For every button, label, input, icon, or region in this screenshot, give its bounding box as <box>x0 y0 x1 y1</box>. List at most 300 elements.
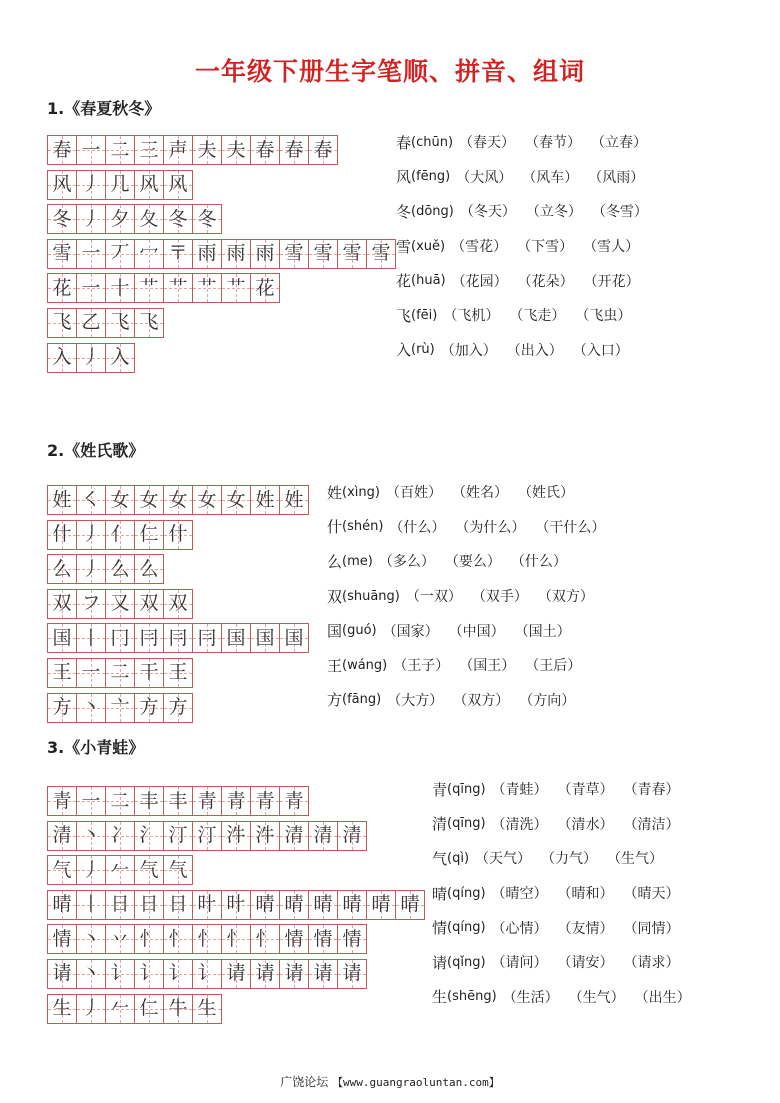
stroke-row <box>47 623 308 653</box>
stroke-glyph: 艹 <box>226 276 246 299</box>
stroke-cell <box>105 994 135 1024</box>
compound-word: （要么） <box>444 554 501 571</box>
stroke-glyph: 汼 <box>226 824 246 847</box>
stroke-glyph: 请 <box>52 962 72 985</box>
compound-word: （一双） <box>405 589 462 606</box>
stroke-row <box>47 994 424 1024</box>
stroke-row <box>47 959 424 989</box>
stroke-cell <box>76 589 106 619</box>
stroke-cell <box>105 343 135 373</box>
stroke-cell <box>47 308 77 338</box>
compound-word: （晴和） <box>557 886 614 903</box>
stroke-cell <box>221 135 251 165</box>
stroke-cell <box>192 623 222 653</box>
stroke-cell <box>76 658 106 688</box>
stroke-glyph: 方 <box>168 696 188 719</box>
compound-word: （请安） <box>557 955 614 972</box>
word-char: 姓 <box>327 483 343 502</box>
stroke-cell <box>134 890 164 920</box>
compound-word: （冬天） <box>459 204 516 221</box>
word-line <box>327 683 615 718</box>
stroke-cell <box>47 821 77 851</box>
word-char: 飞 <box>396 306 412 325</box>
stroke-glyph: 日 <box>168 893 188 916</box>
stroke-cell <box>192 890 222 920</box>
stroke-glyph: 又 <box>110 592 130 615</box>
stroke-glyph: 晴 <box>255 893 275 916</box>
stroke-glyph: 生 <box>197 997 217 1020</box>
stroke-cell <box>192 924 222 954</box>
stroke-glyph: 什 <box>52 523 72 546</box>
stroke-cell <box>308 135 338 165</box>
compound-word: （友情） <box>557 920 614 937</box>
compound-word: （多么） <box>378 554 435 571</box>
stroke-glyph: 冬 <box>168 207 188 230</box>
stroke-cell <box>134 554 164 584</box>
footer-url: 【www.guangraoluntan.com】 <box>332 1076 500 1089</box>
stroke-cell <box>221 786 251 816</box>
stroke-cell <box>337 924 367 954</box>
stroke-cell <box>76 308 106 338</box>
compound-word: （飞机） <box>443 308 500 325</box>
stroke-grid <box>47 135 395 377</box>
word-char: 冬 <box>396 202 412 221</box>
stroke-cell <box>76 693 106 723</box>
stroke-row <box>47 343 395 373</box>
stroke-glyph: 夂 <box>139 207 159 230</box>
stroke-glyph: 晴 <box>313 893 333 916</box>
stroke-cell <box>163 890 193 920</box>
compound-word: （春天） <box>459 135 516 152</box>
stroke-cell <box>76 623 106 653</box>
pinyin: (wáng) <box>342 657 388 673</box>
word-char: 生 <box>432 988 448 1007</box>
pinyin: (fēng) <box>411 169 451 185</box>
stroke-cell <box>134 924 164 954</box>
stroke-cell <box>76 170 106 200</box>
stroke-cell <box>47 520 77 550</box>
stroke-glyph: 雨 <box>226 242 246 265</box>
stroke-glyph: 一 <box>81 789 101 812</box>
word-char: 清 <box>432 815 448 834</box>
stroke-cell <box>47 786 77 816</box>
stroke-glyph: 冬 <box>52 207 72 230</box>
compound-word: （双方） <box>453 692 510 709</box>
stroke-glyph: 双 <box>139 592 159 615</box>
word-char: 花 <box>396 272 412 291</box>
stroke-glyph: 女 <box>139 488 159 511</box>
stroke-cell <box>47 343 77 373</box>
stroke-glyph: 方 <box>139 696 159 719</box>
pinyin: (fēi) <box>411 307 438 323</box>
stroke-glyph: 丶 <box>81 824 101 847</box>
compound-word: （什么） <box>389 519 446 536</box>
word-line <box>327 648 615 683</box>
stroke-row <box>47 520 308 550</box>
stroke-glyph: 冃 <box>139 626 159 649</box>
stroke-cell <box>395 890 425 920</box>
stroke-cell <box>134 520 164 550</box>
stroke-glyph: 春 <box>284 138 304 161</box>
stroke-cell <box>105 135 135 165</box>
stroke-glyph: 飞 <box>52 311 72 334</box>
stroke-cell <box>47 623 77 653</box>
section-title: 1.《春夏秋冬》 <box>47 99 161 118</box>
stroke-row <box>47 239 395 269</box>
stroke-cell <box>134 485 164 515</box>
stroke-glyph: 春 <box>52 138 72 161</box>
stroke-cell <box>279 821 309 851</box>
stroke-cell <box>47 239 77 269</box>
stroke-glyph: 么 <box>139 557 159 580</box>
stroke-glyph: 丶 <box>81 696 101 719</box>
stroke-glyph: 日 <box>139 893 159 916</box>
stroke-glyph: 亠 <box>110 696 130 719</box>
stroke-glyph: 旪 <box>197 893 217 916</box>
stroke-glyph: 雨 <box>197 242 217 265</box>
stroke-cell <box>192 273 222 303</box>
stroke-glyph: 艹 <box>168 276 188 299</box>
stroke-glyph: 王 <box>168 661 188 684</box>
stroke-cell <box>76 135 106 165</box>
word-list <box>396 125 658 367</box>
word-line <box>432 980 701 1015</box>
stroke-glyph: ㇛ <box>81 488 101 511</box>
stroke-cell <box>134 589 164 619</box>
stroke-glyph: 忄 <box>226 927 246 950</box>
stroke-cell <box>366 239 396 269</box>
compound-word: （同情） <box>623 920 680 937</box>
word-line <box>432 772 701 807</box>
stroke-glyph: 青 <box>284 789 304 812</box>
stroke-cell <box>221 959 251 989</box>
stroke-glyph: 青 <box>255 789 275 812</box>
pinyin: (qíng) <box>447 920 486 936</box>
stroke-glyph: 氵 <box>139 824 159 847</box>
stroke-glyph: 汼 <box>255 824 275 847</box>
word-char: 情 <box>432 919 448 938</box>
stroke-glyph: 双 <box>52 592 72 615</box>
stroke-row <box>47 890 424 920</box>
stroke-cell <box>76 855 106 885</box>
footer <box>0 1073 780 1090</box>
stroke-cell <box>192 239 222 269</box>
page-title: 一年级下册生字笔顺、拼音、组词 <box>194 57 585 86</box>
stroke-glyph: 二 <box>110 661 130 684</box>
compound-word: （春节） <box>525 135 582 152</box>
stroke-glyph: 风 <box>168 173 188 196</box>
stroke-row <box>47 821 424 851</box>
compound-word: （国家） <box>382 623 439 640</box>
compound-word: （国土） <box>514 623 571 640</box>
stroke-glyph: 丷 <box>110 927 130 950</box>
stroke-glyph: 夫 <box>226 138 246 161</box>
stroke-glyph: 干 <box>139 661 159 684</box>
stroke-cell <box>76 924 106 954</box>
pinyin: (rù) <box>411 342 435 358</box>
stroke-glyph: 丰 <box>168 789 188 812</box>
stroke-cell <box>221 890 251 920</box>
stroke-cell <box>47 273 77 303</box>
stroke-glyph: 女 <box>226 488 246 511</box>
stroke-cell <box>279 623 309 653</box>
stroke-cell <box>221 821 251 851</box>
pinyin: (huā) <box>411 273 446 289</box>
word-char: 王 <box>327 656 343 675</box>
stroke-glyph: 一 <box>81 661 101 684</box>
compound-word: （雪花） <box>451 239 508 256</box>
stroke-glyph: 忄 <box>168 927 188 950</box>
stroke-glyph: 清 <box>284 824 304 847</box>
stroke-row <box>47 273 395 303</box>
stroke-glyph: 雪 <box>313 242 333 265</box>
stroke-cell <box>47 135 77 165</box>
stroke-glyph: 丿 <box>81 858 101 881</box>
stroke-glyph: 冖 <box>139 242 159 265</box>
compound-word: （干什么） <box>535 519 606 536</box>
stroke-glyph: 艹 <box>197 276 217 299</box>
stroke-cell <box>105 924 135 954</box>
stroke-row <box>47 786 424 816</box>
pinyin: (qì) <box>447 850 470 866</box>
stroke-glyph: 仁 <box>139 997 159 1020</box>
stroke-glyph: 汀 <box>197 824 217 847</box>
stroke-glyph: 〒 <box>168 242 188 265</box>
pinyin: (me) <box>342 553 373 569</box>
compound-word: （双手） <box>471 589 528 606</box>
section-title: 2.《姓氏歌》 <box>47 441 145 460</box>
stroke-cell <box>134 855 164 885</box>
stroke-cell <box>76 239 106 269</box>
stroke-glyph: 丿 <box>81 557 101 580</box>
stroke-glyph: 讠 <box>197 962 217 985</box>
compound-word: （飞走） <box>509 308 566 325</box>
stroke-glyph: 丨 <box>81 893 101 916</box>
stroke-cell <box>279 890 309 920</box>
stroke-cell <box>366 890 396 920</box>
stroke-cell <box>279 924 309 954</box>
stroke-cell <box>163 273 193 303</box>
stroke-cell <box>163 135 193 165</box>
stroke-glyph: 几 <box>110 173 130 196</box>
word-char: 晴 <box>432 884 448 903</box>
stroke-cell <box>134 273 164 303</box>
stroke-cell <box>337 959 367 989</box>
word-line <box>327 510 615 545</box>
stroke-glyph: 讠 <box>168 962 188 985</box>
stroke-cell <box>134 693 164 723</box>
compound-word: （加入） <box>440 342 497 359</box>
stroke-glyph: 春 <box>255 138 275 161</box>
compound-word: （国王） <box>459 658 516 675</box>
stroke-cell <box>134 623 164 653</box>
stroke-cell <box>221 273 251 303</box>
stroke-cell <box>105 485 135 515</box>
stroke-glyph: 日 <box>110 893 130 916</box>
stroke-cell <box>163 786 193 816</box>
stroke-glyph: 入 <box>52 346 72 369</box>
stroke-cell <box>134 135 164 165</box>
stroke-glyph: 姓 <box>52 488 72 511</box>
stroke-cell <box>47 693 77 723</box>
compound-word: （风车） <box>522 169 579 186</box>
compound-word: （雪人） <box>583 239 640 256</box>
stroke-cell <box>76 890 106 920</box>
stroke-glyph: 女 <box>110 488 130 511</box>
stroke-row <box>47 170 395 200</box>
stroke-cell <box>308 239 338 269</box>
stroke-row <box>47 554 308 584</box>
stroke-glyph: 青 <box>226 789 246 812</box>
stroke-cell <box>221 623 251 653</box>
stroke-cell <box>76 343 106 373</box>
stroke-cell <box>250 135 280 165</box>
stroke-cell <box>76 959 106 989</box>
word-char: 风 <box>396 168 412 187</box>
stroke-glyph: 国 <box>255 626 275 649</box>
stroke-glyph: 花 <box>255 276 275 299</box>
stroke-cell <box>47 485 77 515</box>
compound-word: （双方） <box>537 589 594 606</box>
stroke-cell <box>163 520 193 550</box>
stroke-glyph: 气 <box>52 858 72 881</box>
stroke-glyph: 花 <box>52 276 72 299</box>
stroke-glyph: 丿 <box>81 523 101 546</box>
stroke-cell <box>76 821 106 851</box>
stroke-glyph: 国 <box>226 626 246 649</box>
stroke-glyph: 晴 <box>371 893 391 916</box>
stroke-cell <box>163 658 193 688</box>
stroke-cell <box>250 239 280 269</box>
pinyin: (qīng) <box>447 781 486 797</box>
stroke-row <box>47 308 395 338</box>
stroke-glyph: 国 <box>284 626 304 649</box>
pinyin: (dōng) <box>411 203 454 219</box>
stroke-cell <box>47 994 77 1024</box>
compound-word: （冬雪） <box>591 204 648 221</box>
compound-word: （力气） <box>541 851 598 868</box>
word-char: 方 <box>327 691 343 710</box>
word-line <box>432 807 701 842</box>
stroke-glyph: 丿 <box>81 997 101 1020</box>
word-line <box>327 613 615 648</box>
stroke-glyph: 丆 <box>110 242 130 265</box>
stroke-glyph: 什 <box>168 523 188 546</box>
stroke-glyph: 仁 <box>139 523 159 546</box>
stroke-cell <box>337 239 367 269</box>
word-line <box>396 298 658 333</box>
stroke-cell <box>134 308 164 338</box>
word-line <box>327 579 615 614</box>
stroke-glyph: 忄 <box>139 927 159 950</box>
stroke-glyph: 双 <box>168 592 188 615</box>
word-line <box>396 333 658 368</box>
stroke-cell <box>105 959 135 989</box>
compound-word: （生气） <box>568 989 625 1006</box>
stroke-cell <box>105 589 135 619</box>
pinyin: (guó) <box>342 623 377 639</box>
compound-word: （入口） <box>572 342 629 359</box>
stroke-cell <box>192 959 222 989</box>
stroke-cell <box>192 786 222 816</box>
pinyin: (xìng) <box>342 484 380 500</box>
stroke-glyph: 晴 <box>52 893 72 916</box>
stroke-cell <box>76 554 106 584</box>
stroke-cell <box>105 204 135 234</box>
compound-word: （青草） <box>557 782 614 799</box>
stroke-glyph: 丨 <box>81 626 101 649</box>
stroke-glyph: 姓 <box>255 488 275 511</box>
word-char: 么 <box>327 552 343 571</box>
stroke-cell <box>76 273 106 303</box>
stroke-glyph: 气 <box>139 858 159 881</box>
stroke-cell <box>76 485 106 515</box>
word-char: 春 <box>396 133 412 152</box>
stroke-cell <box>76 994 106 1024</box>
word-char: 什 <box>327 518 343 537</box>
word-line <box>396 194 658 229</box>
compound-word: （晴空） <box>491 886 548 903</box>
stroke-glyph: 清 <box>342 824 362 847</box>
stroke-glyph: 风 <box>139 173 159 196</box>
stroke-cell <box>134 959 164 989</box>
stroke-cell <box>134 821 164 851</box>
word-line <box>327 475 615 510</box>
stroke-cell <box>308 821 338 851</box>
stroke-cell <box>337 821 367 851</box>
pinyin: (shén) <box>342 519 384 535</box>
stroke-row <box>47 589 308 619</box>
stroke-glyph: 丿 <box>81 346 101 369</box>
stroke-glyph: 夕 <box>110 207 130 230</box>
stroke-glyph: 冫 <box>110 824 130 847</box>
stroke-glyph: 雪 <box>52 242 72 265</box>
stroke-glyph: 生 <box>52 997 72 1020</box>
compound-word: （生活） <box>502 989 559 1006</box>
stroke-glyph: 汀 <box>168 824 188 847</box>
stroke-grid <box>47 786 424 1028</box>
stroke-glyph: 请 <box>255 962 275 985</box>
compound-word: （天气） <box>475 851 532 868</box>
stroke-glyph: 情 <box>342 927 362 950</box>
stroke-cell <box>105 239 135 269</box>
stroke-glyph: 讠 <box>139 962 159 985</box>
stroke-glyph: 二 <box>110 138 130 161</box>
compound-word: （王子） <box>393 658 450 675</box>
stroke-glyph: 姓 <box>284 488 304 511</box>
stroke-glyph: 晴 <box>284 893 304 916</box>
stroke-glyph: 气 <box>168 858 188 881</box>
stroke-glyph: 冬 <box>197 207 217 230</box>
stroke-glyph: 雪 <box>342 242 362 265</box>
stroke-glyph: 王 <box>52 661 72 684</box>
compound-word: （请问） <box>491 955 548 972</box>
stroke-glyph: 𠂉 <box>110 858 130 881</box>
stroke-glyph: 清 <box>52 824 72 847</box>
word-line <box>432 945 701 980</box>
stroke-cell <box>221 239 251 269</box>
compound-word: （立冬） <box>525 204 582 221</box>
stroke-glyph: 女 <box>197 488 217 511</box>
stroke-cell <box>47 554 77 584</box>
stroke-row <box>47 855 424 885</box>
word-char: 气 <box>432 849 448 868</box>
stroke-glyph: フ <box>81 592 101 615</box>
stroke-cell <box>105 520 135 550</box>
compound-word: （生气） <box>607 851 664 868</box>
stroke-cell <box>163 623 193 653</box>
stroke-cell <box>250 786 280 816</box>
